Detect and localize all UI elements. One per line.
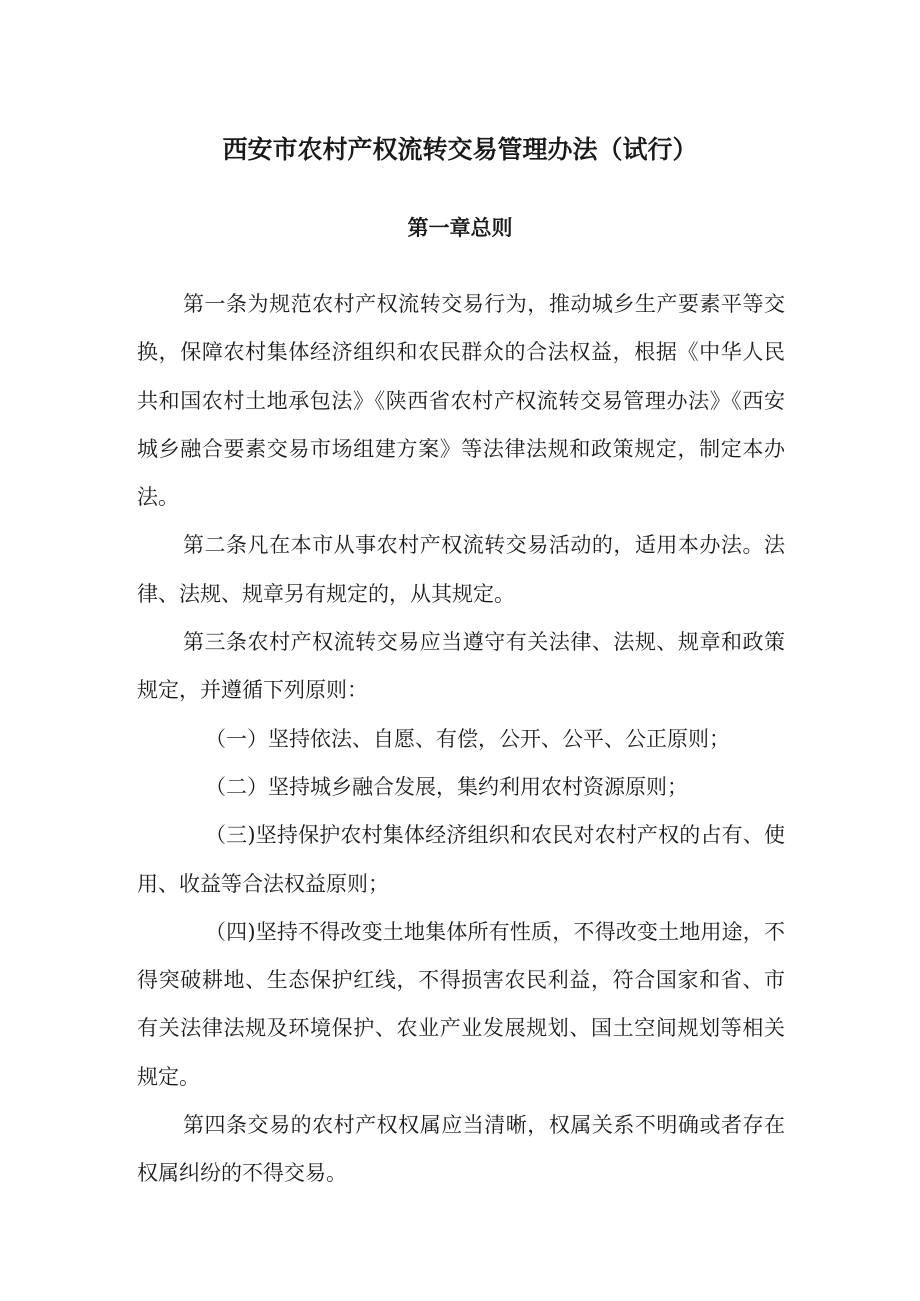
principle-item-2: （二）坚持城乡融合发展，集约利用农村资源原则； [205,774,688,799]
article-3: 第三条农村产权流转交易应当遵守有关法律、法规、规章和政策规定，并遵循下列原则： [137,630,785,703]
principle-item-1: （一）坚持依法、自愿、有偿，公开、公平、公正原则； [205,726,730,751]
article-1: 第一条为规范农村产权流转交易行为，推动城乡生产要素平等交换，保障农村集体经济组织和农民群众的合法权益，根据《中华人民共和国农村土地承包法》《陕西省农村产权流转交易管理办法》《西安城乡融合要素交易市场组建方案》等法律法规和政策规定，制定本办法。 [137,292,785,510]
principle-item-3: （三)坚持保护农村集体经济组织和农民对农村产权的占有、使用、收益等合法权益原则； [137,823,785,896]
article-4: 第四条交易的农村产权权属应当清晰，权属关系不明确或者存在权属纠纷的不得交易。 [137,1113,785,1186]
article-2: 第二条凡在本市从事农村产权流转交易活动的，适用本办法。法律、法规、规章另有规定的，从其规定。 [137,533,785,606]
document-title: 西安市农村产权流转交易管理办法（试行） [222,135,698,164]
document-body [137,280,785,1198]
principle-item-4: （四)坚持不得改变土地集体所有性质，不得改变土地用途，不得突破耕地、生态保护红线，不得损害农民利益，符合国家和省、市有关法律法规及环境保护、农业产业发展规划、国土空间规划等相关规定。 [137,919,785,1089]
chapter-heading: 第一章总则 [407,215,513,240]
